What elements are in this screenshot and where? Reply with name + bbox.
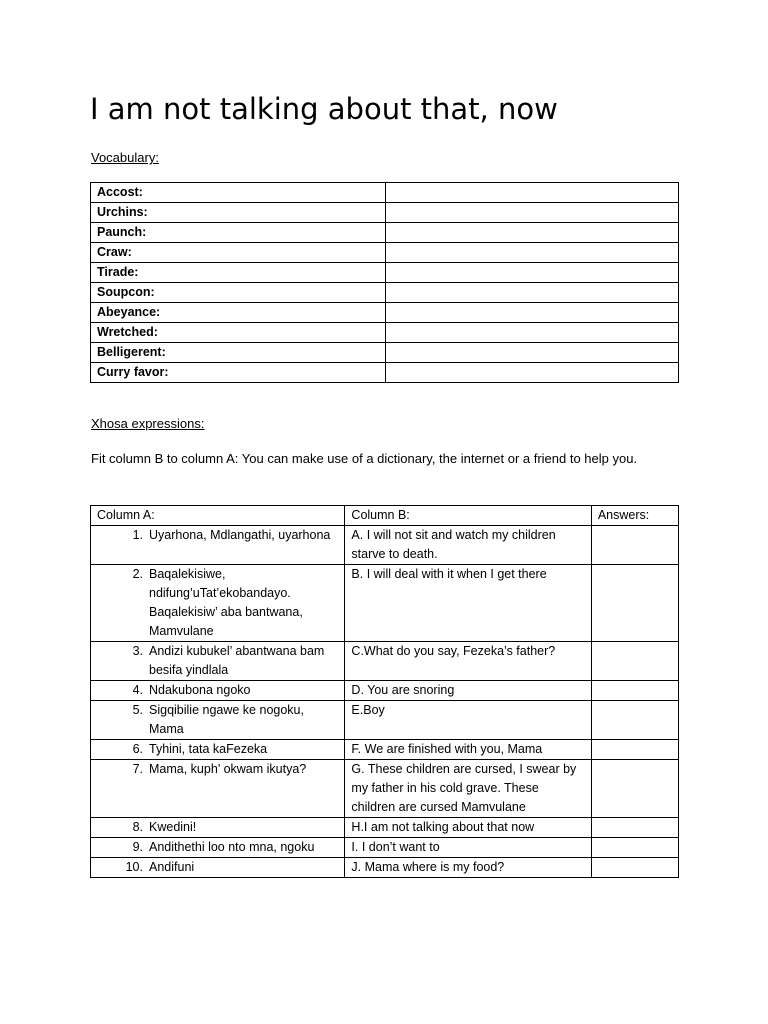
column-a-cell bbox=[91, 838, 345, 858]
xhosa-expression: Sigqibilie ngawe ke nogoku, Mama bbox=[149, 703, 304, 736]
english-translation: H.I am not talking about that now bbox=[345, 818, 591, 838]
list-item bbox=[97, 818, 338, 837]
vocabulary-table bbox=[90, 182, 679, 383]
english-translation: F. We are finished with you, Mama bbox=[345, 740, 591, 760]
column-a-cell bbox=[91, 526, 345, 565]
english-translation: I. I don’t want to bbox=[345, 838, 591, 858]
vocabulary-word: Soupcon: bbox=[91, 283, 386, 303]
answer-cell[interactable] bbox=[591, 740, 678, 760]
answer-cell[interactable] bbox=[591, 701, 678, 740]
vocabulary-definition-cell[interactable] bbox=[386, 363, 679, 383]
item-number: 4. bbox=[132, 683, 143, 697]
vocabulary-definition-cell[interactable] bbox=[386, 183, 679, 203]
item-number: 9. bbox=[132, 840, 143, 854]
column-a-cell bbox=[91, 701, 345, 740]
vocabulary-row bbox=[91, 323, 679, 343]
xhosa-expression: Andifuni bbox=[149, 860, 195, 874]
vocabulary-row bbox=[91, 263, 679, 283]
table-header-row bbox=[91, 506, 679, 526]
table-row bbox=[91, 858, 679, 878]
english-translation: G. These children are cursed, I swear by my father in his cold grave. These children are cursed Mamvulane bbox=[345, 760, 591, 818]
vocabulary-row bbox=[91, 183, 679, 203]
list-item bbox=[97, 858, 338, 877]
list-item bbox=[97, 526, 338, 545]
table-row bbox=[91, 740, 679, 760]
item-number: 7. bbox=[132, 762, 143, 776]
answers-header: Answers: bbox=[591, 506, 678, 526]
vocabulary-definition-cell[interactable] bbox=[386, 203, 679, 223]
english-translation: D. You are snoring bbox=[345, 681, 591, 701]
column-a-cell bbox=[91, 740, 345, 760]
vocabulary-row bbox=[91, 223, 679, 243]
answer-cell[interactable] bbox=[591, 565, 678, 642]
vocabulary-word: Tirade: bbox=[91, 263, 386, 283]
list-item bbox=[97, 760, 338, 779]
answer-cell[interactable] bbox=[591, 681, 678, 701]
vocabulary-definition-cell[interactable] bbox=[386, 283, 679, 303]
xhosa-expressions-heading: Xhosa expressions: bbox=[91, 416, 205, 431]
table-row bbox=[91, 526, 679, 565]
vocabulary-row bbox=[91, 203, 679, 223]
page-title: I am not talking about that, now bbox=[90, 92, 558, 126]
item-number: 5. bbox=[132, 703, 143, 717]
xhosa-expression: Kwedini! bbox=[149, 820, 197, 834]
vocabulary-definition-cell[interactable] bbox=[386, 223, 679, 243]
item-number: 1. bbox=[132, 528, 143, 542]
vocabulary-definition-cell[interactable] bbox=[386, 303, 679, 323]
item-number: 3. bbox=[132, 644, 143, 658]
vocabulary-heading: Vocabulary: bbox=[91, 150, 159, 165]
vocabulary-definition-cell[interactable] bbox=[386, 343, 679, 363]
vocabulary-word: Accost: bbox=[91, 183, 386, 203]
vocabulary-word: Craw: bbox=[91, 243, 386, 263]
answer-cell[interactable] bbox=[591, 642, 678, 681]
xhosa-expression: Andithethi loo nto mna, ngoku bbox=[149, 840, 315, 854]
vocabulary-row bbox=[91, 343, 679, 363]
vocabulary-row bbox=[91, 303, 679, 323]
list-item bbox=[97, 642, 338, 680]
answer-cell[interactable] bbox=[591, 838, 678, 858]
column-a-cell bbox=[91, 858, 345, 878]
xhosa-expression: Uyarhona, Mdlangathi, uyarhona bbox=[149, 528, 331, 542]
table-row bbox=[91, 701, 679, 740]
english-translation: E.Boy bbox=[345, 701, 591, 740]
vocabulary-row bbox=[91, 283, 679, 303]
answer-cell[interactable] bbox=[591, 858, 678, 878]
english-translation: A. I will not sit and watch my children starve to death. bbox=[345, 526, 591, 565]
expressions-table bbox=[90, 505, 679, 878]
table-row bbox=[91, 565, 679, 642]
column-a-cell bbox=[91, 565, 345, 642]
column-a-cell bbox=[91, 642, 345, 681]
xhosa-expression: Mama, kuph’ okwam ikutya? bbox=[149, 762, 307, 776]
table-row bbox=[91, 818, 679, 838]
vocabulary-word: Wretched: bbox=[91, 323, 386, 343]
column-a-cell bbox=[91, 818, 345, 838]
table-row bbox=[91, 760, 679, 818]
answer-cell[interactable] bbox=[591, 526, 678, 565]
vocabulary-row bbox=[91, 243, 679, 263]
vocabulary-word: Paunch: bbox=[91, 223, 386, 243]
list-item bbox=[97, 838, 338, 857]
table-row bbox=[91, 681, 679, 701]
column-b-header: Column B: bbox=[345, 506, 591, 526]
table-row bbox=[91, 838, 679, 858]
xhosa-expression: Andizi kubukel’ abantwana bam besifa yindlala bbox=[149, 644, 325, 677]
column-a-cell bbox=[91, 760, 345, 818]
xhosa-expression: Ndakubona ngoko bbox=[149, 683, 251, 697]
column-a-header: Column A: bbox=[91, 506, 345, 526]
english-translation: B. I will deal with it when I get there bbox=[345, 565, 591, 642]
vocabulary-word: Belligerent: bbox=[91, 343, 386, 363]
list-item bbox=[97, 740, 338, 759]
xhosa-expression: Baqalekisiwe, ndifung’uTat’ekobandayo. Baqalekisiw’ aba bantwana, Mamvulane bbox=[149, 567, 303, 638]
list-item bbox=[97, 681, 338, 700]
vocabulary-definition-cell[interactable] bbox=[386, 243, 679, 263]
vocabulary-definition-cell[interactable] bbox=[386, 323, 679, 343]
vocabulary-row bbox=[91, 363, 679, 383]
instructions-text: Fit column B to column A: You can make use of a dictionary, the internet or a friend to help you. bbox=[91, 451, 638, 466]
answer-cell[interactable] bbox=[591, 818, 678, 838]
item-number: 6. bbox=[132, 742, 143, 756]
vocabulary-word: Abeyance: bbox=[91, 303, 386, 323]
xhosa-expression: Tyhini, tata kaFezeka bbox=[149, 742, 268, 756]
item-number: 2. bbox=[132, 567, 143, 581]
vocabulary-word: Curry favor: bbox=[91, 363, 386, 383]
vocabulary-word: Urchins: bbox=[91, 203, 386, 223]
english-translation: C.What do you say, Fezeka’s father? bbox=[345, 642, 591, 681]
table-row bbox=[91, 642, 679, 681]
vocabulary-definition-cell[interactable] bbox=[386, 263, 679, 283]
answer-cell[interactable] bbox=[591, 760, 678, 818]
item-number: 8. bbox=[132, 820, 143, 834]
column-a-cell bbox=[91, 681, 345, 701]
list-item bbox=[97, 701, 338, 739]
item-number: 10. bbox=[125, 860, 143, 874]
english-translation: J. Mama where is my food? bbox=[345, 858, 591, 878]
list-item bbox=[97, 565, 338, 641]
